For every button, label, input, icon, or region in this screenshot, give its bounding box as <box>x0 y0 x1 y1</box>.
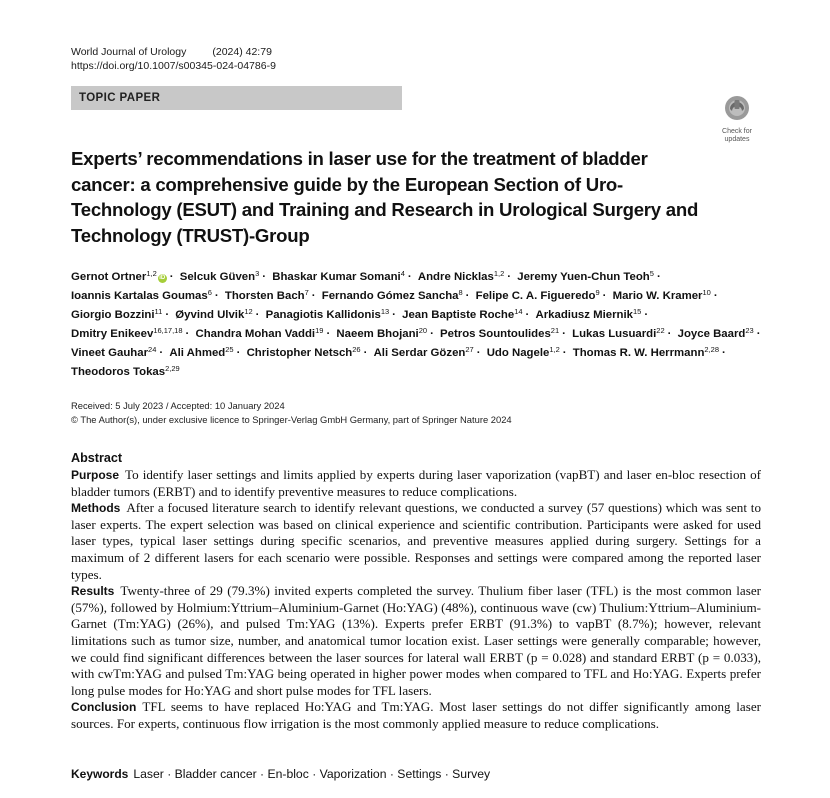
author-list <box>71 268 771 382</box>
author-separator: · <box>667 328 672 340</box>
author[interactable] <box>536 309 642 321</box>
journal-header <box>71 45 276 73</box>
orcid-icon[interactable]: iD <box>159 275 166 281</box>
author-affiliation: 3 <box>255 269 260 278</box>
author-name: Udo Nagele <box>486 347 550 359</box>
author-affiliation: 14 <box>514 307 523 316</box>
purpose-label: Purpose <box>71 468 120 482</box>
author-affiliation: 26 <box>352 345 361 354</box>
keywords-text: Laser · Bladder cancer · En-bloc · Vaporization · Settings · Survey <box>133 767 491 781</box>
author-affiliation: 1,2 <box>549 345 560 354</box>
author[interactable] <box>266 309 390 321</box>
author-name: Naeem Bhojani <box>336 328 419 340</box>
author-separator: · <box>262 271 267 283</box>
author-affiliation: 24 <box>148 345 157 354</box>
author-separator: · <box>465 290 470 302</box>
author[interactable] <box>374 347 474 359</box>
author-separator: · <box>236 347 241 359</box>
methods-label: Methods <box>71 501 121 516</box>
abstract-methods <box>71 500 761 583</box>
author[interactable] <box>440 328 559 340</box>
author-affiliation: 15 <box>632 307 642 316</box>
abstract-conclusion <box>71 699 761 732</box>
author-affiliation: 10 <box>702 288 711 297</box>
author-separator: · <box>602 290 607 302</box>
author-separator: · <box>255 309 260 321</box>
author-separator: · <box>363 347 368 359</box>
author-affiliation: 9 <box>595 288 600 297</box>
author[interactable] <box>517 271 654 283</box>
author-separator: · <box>392 309 396 321</box>
author-name: Gernot Ortner <box>71 271 147 283</box>
author[interactable] <box>487 347 560 359</box>
author-name: Vineet Gauhar <box>71 347 149 359</box>
author-affiliation: 1,2 <box>493 269 505 278</box>
author[interactable] <box>678 328 754 340</box>
author-separator: · <box>169 271 174 283</box>
author-name: Felipe C. A. Figueredo <box>475 290 596 302</box>
author-separator: · <box>159 347 164 359</box>
author-name: Arkadiusz Miernik <box>535 309 633 321</box>
author-name: Dmitry Enikeev <box>71 328 154 340</box>
conclusion-label: Conclusion <box>71 700 137 715</box>
author[interactable] <box>272 271 405 283</box>
author-name: Lukas Lusuardi <box>572 328 657 340</box>
author-separator: · <box>507 271 512 283</box>
methods-text: After a focused literature search to identify relevant questions, we conducted a survey (57 questions) which was sent to laser experts. The expert selection was based on clinical experience and scientific contribution. Participants were asked for used laser types, typical laser settings during specific scenarios, and preventive measures applied during surgery. Settings for a maximum of 2 different lasers for each scenario were possible. Responses and settings were compared among the reported laser types. <box>71 500 761 582</box>
author-separator: · <box>656 271 661 283</box>
author-name: Ioannis Kartalas Goumas <box>71 290 208 302</box>
author-name: Fernando Gómez Sancha <box>321 290 459 302</box>
author[interactable] <box>418 271 504 283</box>
author-name: Jean Baptiste Roche <box>402 309 515 321</box>
abstract-results <box>71 583 761 699</box>
author-name: Joyce Baard <box>677 328 746 340</box>
author-separator: · <box>713 290 718 302</box>
doi-link[interactable]: https://doi.org/10.1007/s00345-024-04786-9 <box>71 60 276 72</box>
author-name: Christopher Netsch <box>246 347 353 359</box>
article-title: Experts’ recommendations in laser use for the treatment of bladder cancer: a comprehensive guide by the European Section of Uro-Technology (ESUT) and Training and Research in Urological Surgery and Technology (TRUST)-Group <box>71 148 699 246</box>
author-affiliation: 13 <box>380 307 390 316</box>
author-affiliation: 19 <box>315 326 324 335</box>
results-label: Results <box>71 584 115 599</box>
conclusion-text: TFL seems to have replaced Ho:YAG and Tm:YAG. Most laser settings do not differ significantly among laser sources. For experts, continuous flow irrigation is the most commonly applied measure to reduce complications. <box>71 699 761 731</box>
author-name: Giorgio Bozzini <box>71 309 155 321</box>
author-affiliation: 1,2 <box>146 269 157 278</box>
author-name: Thomas R. W. Herrmann <box>572 347 705 359</box>
keywords-label: Keywords <box>71 767 129 781</box>
author-separator: · <box>326 328 331 340</box>
author[interactable] <box>71 328 183 340</box>
abstract-heading: Abstract <box>71 451 123 465</box>
journal-citation: (2024) 42:79 <box>212 46 272 58</box>
topic-paper-label: TOPIC PAPER <box>71 86 402 110</box>
author[interactable] <box>71 271 167 283</box>
author[interactable] <box>322 290 463 302</box>
author-separator: · <box>165 309 170 321</box>
author-name: Petros Sountoulides <box>440 328 551 340</box>
author-affiliation: 27 <box>465 345 474 354</box>
author-name: Jeremy Yuen-Chun Teoh <box>517 271 650 283</box>
author-separator: · <box>311 290 316 302</box>
check-updates-line2: updates <box>724 136 750 143</box>
author[interactable] <box>613 290 711 302</box>
author-affiliation: 23 <box>745 326 754 335</box>
author[interactable] <box>180 271 260 283</box>
author[interactable] <box>71 347 156 359</box>
author-name: Ali Ahmed <box>169 347 226 359</box>
abstract-section <box>71 450 761 733</box>
results-text: Twenty-three of 29 (79.3%) invited experts completed the survey. Thulium fiber laser (TFL) is the most common laser (57%), followed by Holmium:Yttrium–Aluminium-Garnet (Ho:YAG) (48%), continuous wave (cw) Thulium:Yttrium–Aluminium-Garnet (Tm:YAG) (26%), and pulsed Tm:YAG (13%). Experts prefer ERBT (91.3%) to vapBT (8.7%); however, relevant limitations such as tumor size, number, and anatomical tumor location exist. Laser settings were generally comparable; however, we could find significant differences between the laser sources for lateral wall ERBT (p = 0.028) and standard ERBT (p = 0.033), with cwTm:YAG and pulsed Tm:YAG being operated in higher power modes when compared to TFL and Ho:YAG. Experts prefer long pulse modes for Ho:YAG and short pulse modes for TFL lasers. <box>71 583 761 698</box>
author[interactable] <box>195 328 323 340</box>
received-accepted: Received: 5 July 2023 / Accepted: 10 January 2024 <box>71 400 285 411</box>
author-name: Andre Nicklas <box>417 271 494 283</box>
author-name: Theodoros Tokas <box>71 366 166 378</box>
author[interactable] <box>476 290 600 302</box>
author-affiliation: 20 <box>418 326 428 335</box>
author-affiliation: 12 <box>244 307 253 316</box>
author-affiliation: 16,17,18 <box>153 326 183 335</box>
author-affiliation: 5 <box>649 269 654 278</box>
author[interactable] <box>573 347 719 359</box>
author-separator: · <box>644 309 649 321</box>
author-separator: · <box>185 328 190 340</box>
copyright-notice: © The Author(s), under exclusive licence to Springer-Verlag GmbH Germany, part of Springer Nature 2024 <box>71 414 512 425</box>
author-name: Mario W. Kramer <box>612 290 703 302</box>
author[interactable] <box>336 328 427 340</box>
abstract-purpose <box>71 467 761 500</box>
author-separator: · <box>407 271 412 283</box>
author-affiliation: 8 <box>458 288 463 297</box>
author[interactable] <box>169 347 233 359</box>
author[interactable] <box>71 290 212 302</box>
author-affiliation: 11 <box>154 307 163 316</box>
author-separator: · <box>214 290 219 302</box>
author-affiliation: 2,28 <box>704 345 720 354</box>
author-separator: · <box>476 347 481 359</box>
check-updates-icon <box>718 95 756 123</box>
author[interactable] <box>175 309 252 321</box>
journal-name: World Journal of Urology <box>71 46 187 58</box>
publication-dates <box>71 399 512 427</box>
author[interactable] <box>71 366 180 378</box>
author-separator: · <box>562 328 566 340</box>
author-separator: · <box>722 347 726 359</box>
check-for-updates-button[interactable] <box>716 95 758 144</box>
author-separator: · <box>430 328 434 340</box>
author-affiliation: 4 <box>400 269 405 278</box>
author-name: Panagiotis Kallidonis <box>265 309 381 321</box>
author-affiliation: 22 <box>656 326 665 335</box>
author-separator: · <box>525 309 530 321</box>
keywords-section <box>71 766 490 782</box>
author-name: Bhaskar Kumar Somani <box>272 271 401 283</box>
author[interactable] <box>247 347 361 359</box>
author-affiliation: 6 <box>207 288 212 297</box>
author[interactable] <box>402 309 522 321</box>
author-name: Chandra Mohan Vaddi <box>195 328 316 340</box>
author-affiliation: 21 <box>550 326 560 335</box>
author-separator: · <box>562 347 567 359</box>
author[interactable] <box>572 328 665 340</box>
purpose-text: To identify laser settings and limits applied by experts during laser vaporization (vapBT) and laser en-bloc resection of bladder tumors (ERBT) and to identify preventive measures to reduce complications. <box>71 467 761 499</box>
check-updates-line1: Check for <box>722 128 752 135</box>
author-name: Selcuk Güven <box>179 271 256 283</box>
author[interactable] <box>71 309 162 321</box>
author-separator: · <box>756 328 761 340</box>
author-name: Øyvind Ulvik <box>175 309 245 321</box>
author-name: Thorsten Bach <box>224 290 305 302</box>
author-affiliation: 2,29 <box>165 364 180 373</box>
author-affiliation: 7 <box>304 288 309 297</box>
author-affiliation: 25 <box>225 345 234 354</box>
author[interactable] <box>225 290 309 302</box>
author-name: Ali Serdar Gözen <box>373 347 466 359</box>
